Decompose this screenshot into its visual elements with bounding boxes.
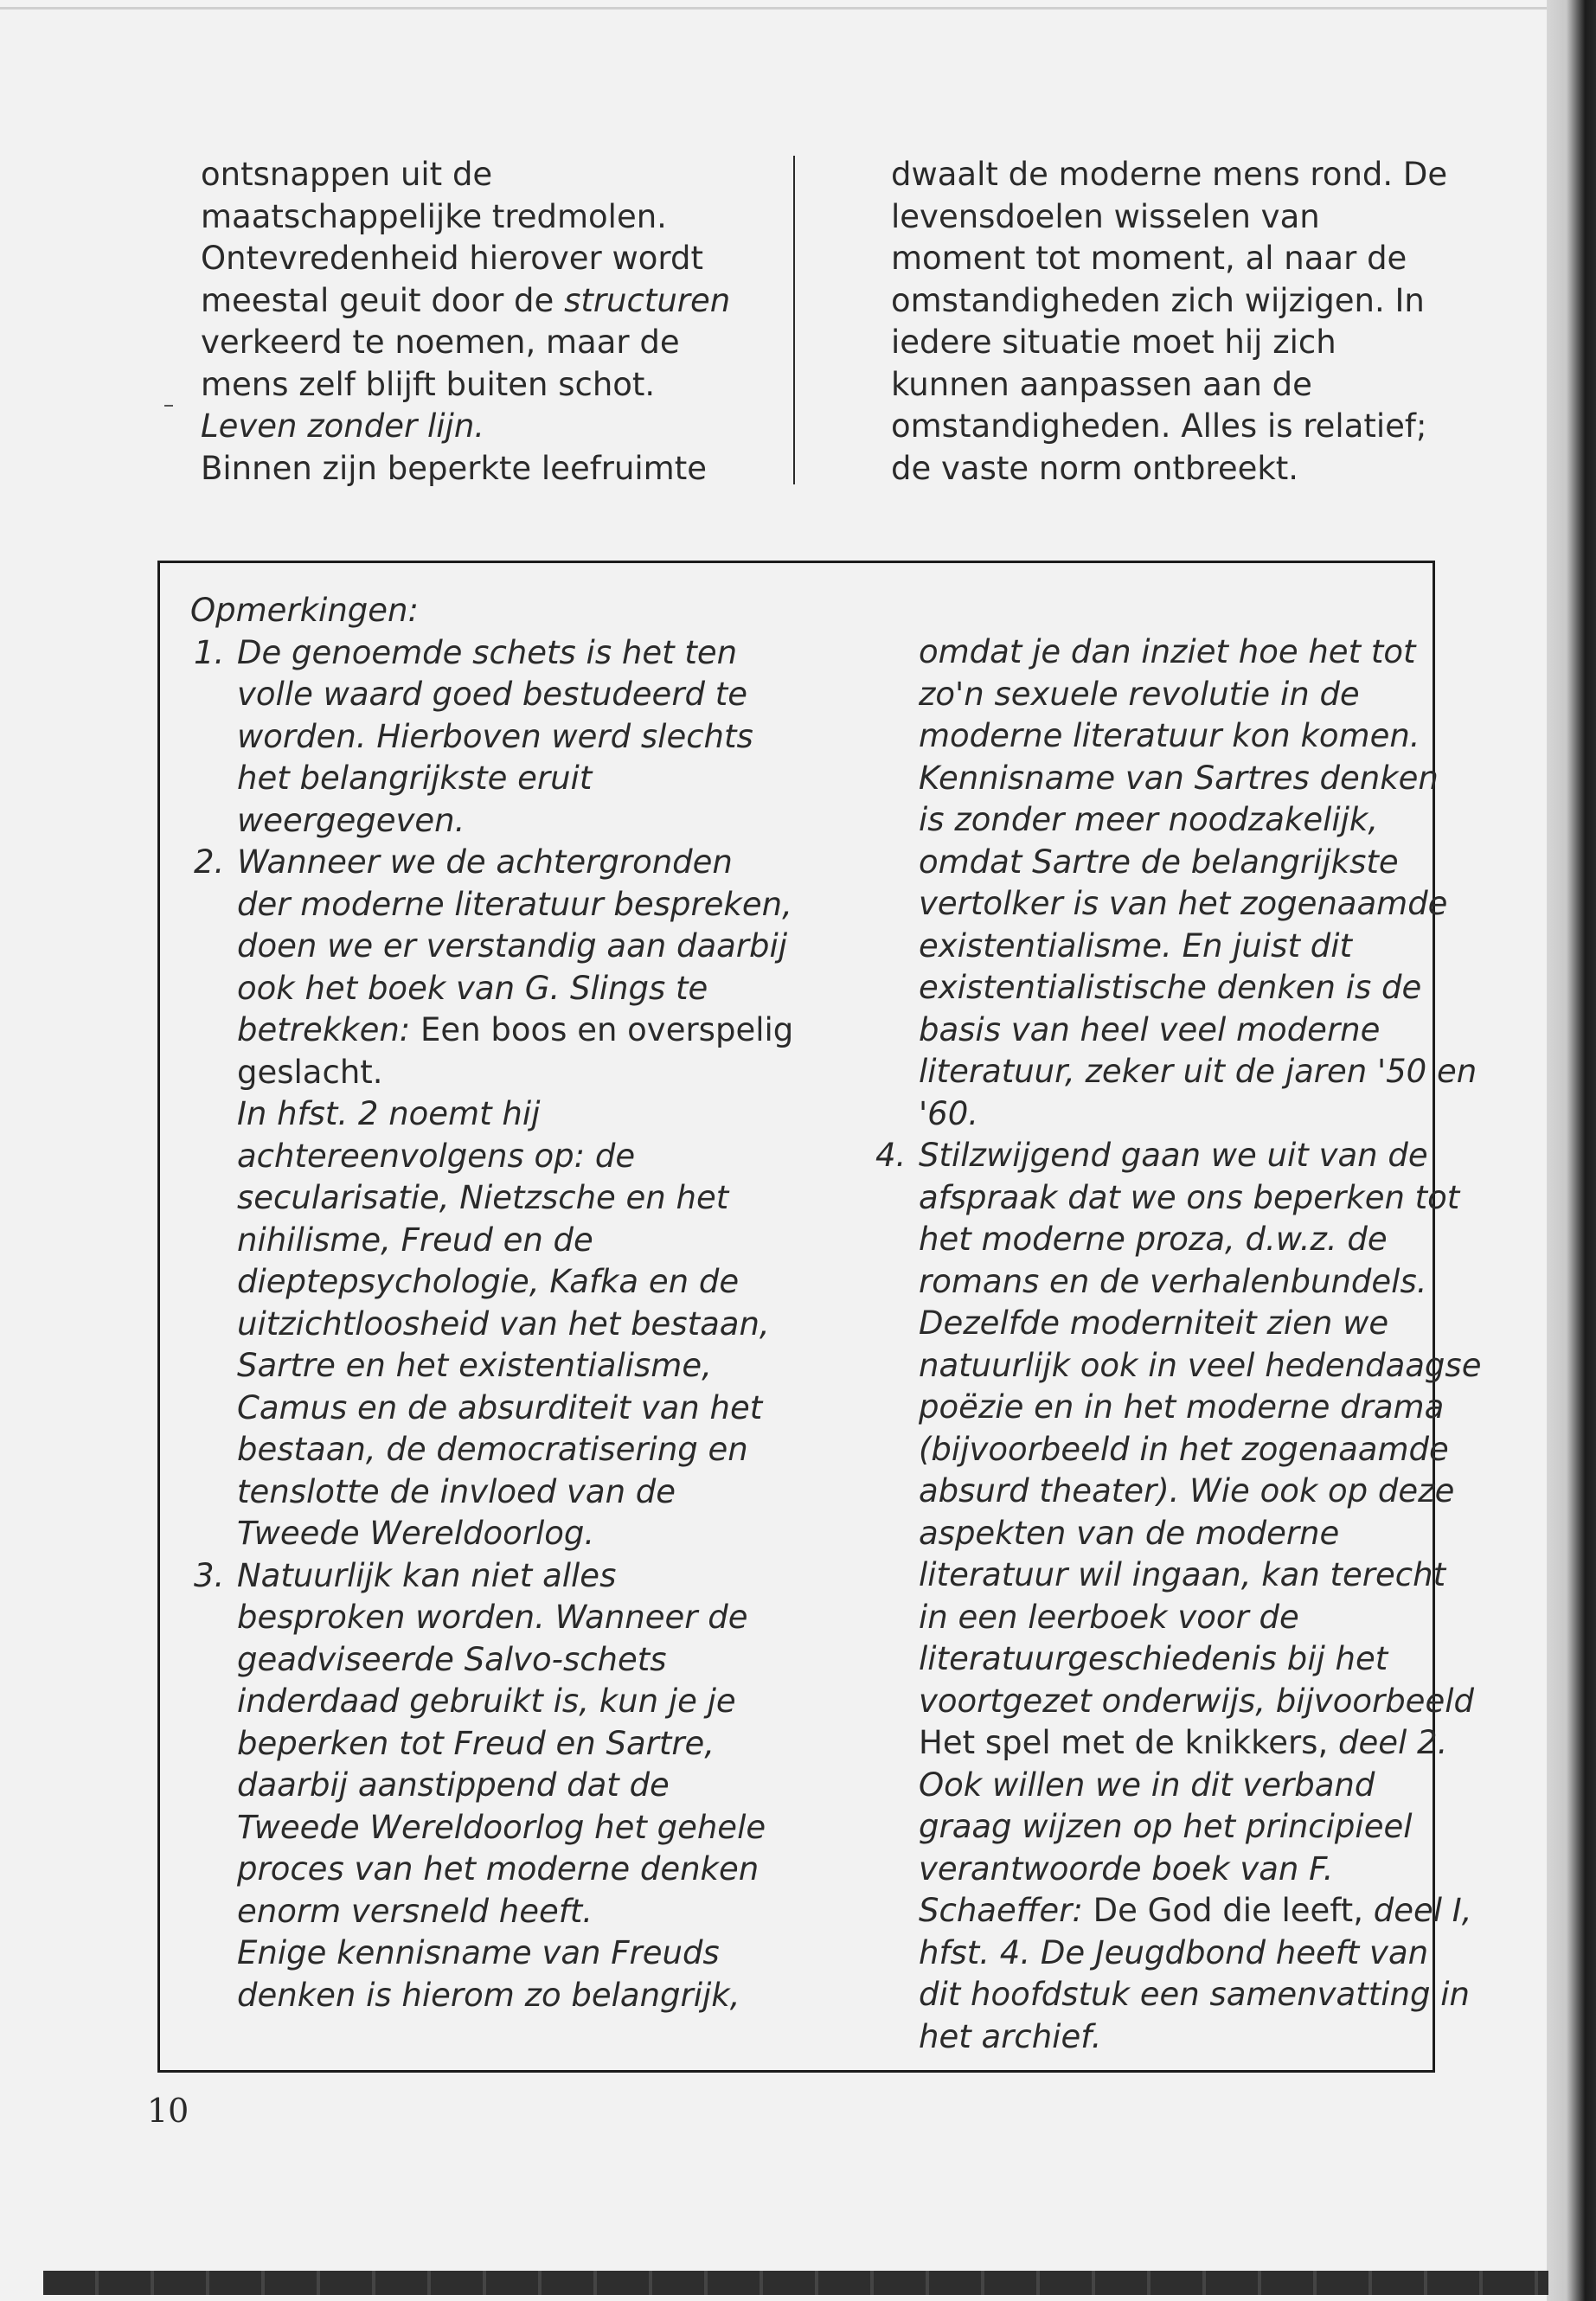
note-line: Kennisname van Sartres denken xyxy=(919,759,1439,797)
book-title: Het spel met de knikkers, xyxy=(919,1724,1329,1761)
note-line: dieptepsychologie, Kafka en de xyxy=(237,1263,740,1300)
note-line: Camus en de absurditeit van het xyxy=(237,1388,763,1426)
page-number: 10 xyxy=(147,2092,189,2130)
note-line: het belangrijkste eruit xyxy=(237,760,593,797)
text-line: moment tot moment, al naar de xyxy=(891,240,1407,277)
note-line: volle waard goed bestudeerd te xyxy=(237,676,748,713)
note-line: uitzichtloosheid van het bestaan, xyxy=(237,1304,770,1343)
note-line: denken is hierom zo belangrijk, xyxy=(237,1976,740,2014)
note-line: Enige kennisname van Freuds xyxy=(237,1934,720,1971)
note-line: dit hoofdstuk een samenvatting in xyxy=(919,1976,1470,2013)
note-number: 1. xyxy=(194,633,225,671)
note-line: aspekten van de moderne xyxy=(919,1514,1340,1552)
page-binding-edge xyxy=(1547,0,1596,2301)
note-line: bestaan, de democratisering en xyxy=(237,1431,748,1468)
note-line: Het spel met de knikkers, deel 2. xyxy=(919,1724,1448,1761)
note-line: literatuur, zeker uit de jaren '50 en xyxy=(919,1053,1477,1090)
text-line: kunnen aanpassen aan de xyxy=(891,365,1312,403)
note-line: vertolker is van het zogenaamde xyxy=(919,885,1448,922)
page-top-edge xyxy=(0,7,1548,10)
note-line: 1. De genoemde schets is het ten xyxy=(190,632,793,675)
text-line: omstandigheden zich wijzigen. In xyxy=(891,281,1425,319)
note-line: natuurlijk ook in veel hedendaagse xyxy=(919,1346,1482,1384)
note-line: proces van het moderne denken xyxy=(237,1850,760,1888)
note-line: romans en de verhalenbundels. xyxy=(919,1262,1427,1300)
text-line: meestal geuit door de structuren xyxy=(201,281,731,319)
notes-heading: Opmerkingen: xyxy=(190,592,419,629)
note-number: 3. xyxy=(194,1556,225,1594)
article-column-left xyxy=(201,154,730,490)
book-title: Een boos en overspelig xyxy=(420,1011,794,1048)
note-line: geadviseerde Salvo-schets xyxy=(237,1640,667,1678)
note-line: tenslotte de invloed van de xyxy=(237,1472,676,1510)
note-line: worden. Hierboven werd slechts xyxy=(237,717,753,755)
text-line: ontsnappen uit de xyxy=(201,156,493,193)
note-line: betrekken: Een boos en overspelig xyxy=(237,1011,794,1048)
note-line: Dezelfde moderniteit zien we xyxy=(919,1304,1389,1342)
note-line: het moderne proza, d.w.z. de xyxy=(919,1221,1388,1258)
emphasis: structuren xyxy=(564,281,731,319)
column-divider xyxy=(793,156,795,484)
margin-dash xyxy=(164,405,173,407)
note-line: 3. Natuurlijk kan niet alles xyxy=(190,1555,793,1598)
note-line: nihilisme, Freud en de xyxy=(237,1221,593,1259)
note-line: 2. Wanneer we de achtergronden xyxy=(190,842,793,884)
note-line: voortgezet onderwijs, bijvoorbeeld xyxy=(919,1682,1474,1720)
note-line: secularisatie, Nietzsche en het xyxy=(237,1179,729,1216)
subheading: Leven zonder lijn. xyxy=(201,407,485,445)
text-line: maatschappelijke tredmolen. xyxy=(201,197,667,235)
note-line: hfst. 4. De Jeugdbond heeft van xyxy=(919,1933,1429,1971)
text-line: dwaalt de moderne mens rond. De xyxy=(891,156,1448,193)
note-line: existentialistische denken is de xyxy=(919,969,1422,1006)
note-line: literatuurgeschiedenis bij het xyxy=(919,1640,1388,1677)
note-line: afspraak dat we ons beperken tot xyxy=(919,1178,1460,1216)
article-column-right xyxy=(891,154,1447,490)
note-line: Schaeffer: De God die leeft, deel I, xyxy=(919,1892,1472,1929)
note-line: '60. xyxy=(919,1094,979,1132)
note-line: existentialisme. En juist dit xyxy=(919,926,1352,965)
note-line: geslacht. xyxy=(237,1053,383,1091)
note-line: omdat Sartre de belangrijkste xyxy=(919,843,1399,881)
note-number: 2. xyxy=(194,843,225,881)
text-line: omstandigheden. Alles is relatief; xyxy=(891,407,1427,445)
note-line: achtereenvolgens op: de xyxy=(237,1137,636,1175)
note-line: 4. Stilzwijgend gaan we uit van de xyxy=(872,1135,1481,1177)
note-line: poëzie en in het moderne drama xyxy=(919,1388,1445,1426)
text-line: iedere situatie moet hij zich xyxy=(891,324,1336,361)
text-line: levensdoelen wisselen van xyxy=(891,197,1320,235)
text-line: verkeerd te noemen, maar de xyxy=(201,324,680,361)
notes-column-left xyxy=(190,590,793,2016)
note-line: beperken tot Freud en Sartre, xyxy=(237,1724,715,1762)
note-line: literatuur wil ingaan, kan terecht xyxy=(919,1556,1446,1593)
note-line: verantwoorde boek van F. xyxy=(919,1849,1334,1888)
text-line: Binnen zijn beperkte leefruimte xyxy=(201,449,707,487)
note-line: ook het boek van G. Slings te xyxy=(237,969,708,1007)
note-line: in een leerboek voor de xyxy=(919,1598,1299,1636)
note-line: absurd theater). Wie ook op deze xyxy=(919,1472,1455,1509)
note-line: zo'n sexuele revolutie in de xyxy=(919,675,1360,713)
note-line: moderne literatuur kon komen. xyxy=(919,717,1420,754)
note-number: 4. xyxy=(875,1137,907,1174)
note-line: Ook willen we in dit verband xyxy=(919,1766,1375,1804)
note-line: Tweede Wereldoorlog het gehele xyxy=(237,1808,766,1846)
notes-column-right xyxy=(872,631,1481,2058)
book-title: De God die leeft, xyxy=(1093,1892,1363,1929)
text-line: mens zelf blijft buiten schot. xyxy=(201,365,656,403)
note-line: Tweede Wereldoorlog. xyxy=(237,1515,595,1552)
note-line: doen we er verstandig aan daarbij xyxy=(237,927,788,965)
note-line: basis van heel veel moderne xyxy=(919,1010,1381,1048)
note-line: graag wijzen op het principieel xyxy=(919,1808,1413,1845)
note-line: (bijvoorbeeld in het zogenaamde xyxy=(919,1430,1449,1468)
text-line: de vaste norm ontbreekt. xyxy=(891,449,1299,487)
text-line: Ontevredenheid hierover wordt xyxy=(201,240,703,277)
note-line: inderdaad gebruikt is, kun je je xyxy=(237,1682,736,1720)
note-line: weergegeven. xyxy=(237,801,465,839)
note-line: daarbij aanstippend dat de xyxy=(237,1766,670,1804)
note-line: het archief. xyxy=(919,2017,1102,2055)
note-line: omdat je dan inziet hoe het tot xyxy=(919,633,1416,670)
note-line: is zonder meer noodzakelijk, xyxy=(919,801,1379,838)
note-line: besproken worden. Wanneer de xyxy=(237,1599,748,1636)
note-line: In hfst. 2 noemt hij xyxy=(237,1095,541,1132)
note-line: der moderne literatuur bespreken, xyxy=(237,885,792,923)
note-line: enorm versneld heeft. xyxy=(237,1892,593,1930)
note-line: Sartre en het existentialisme, xyxy=(237,1347,712,1384)
page-bottom-edge xyxy=(43,2271,1548,2295)
